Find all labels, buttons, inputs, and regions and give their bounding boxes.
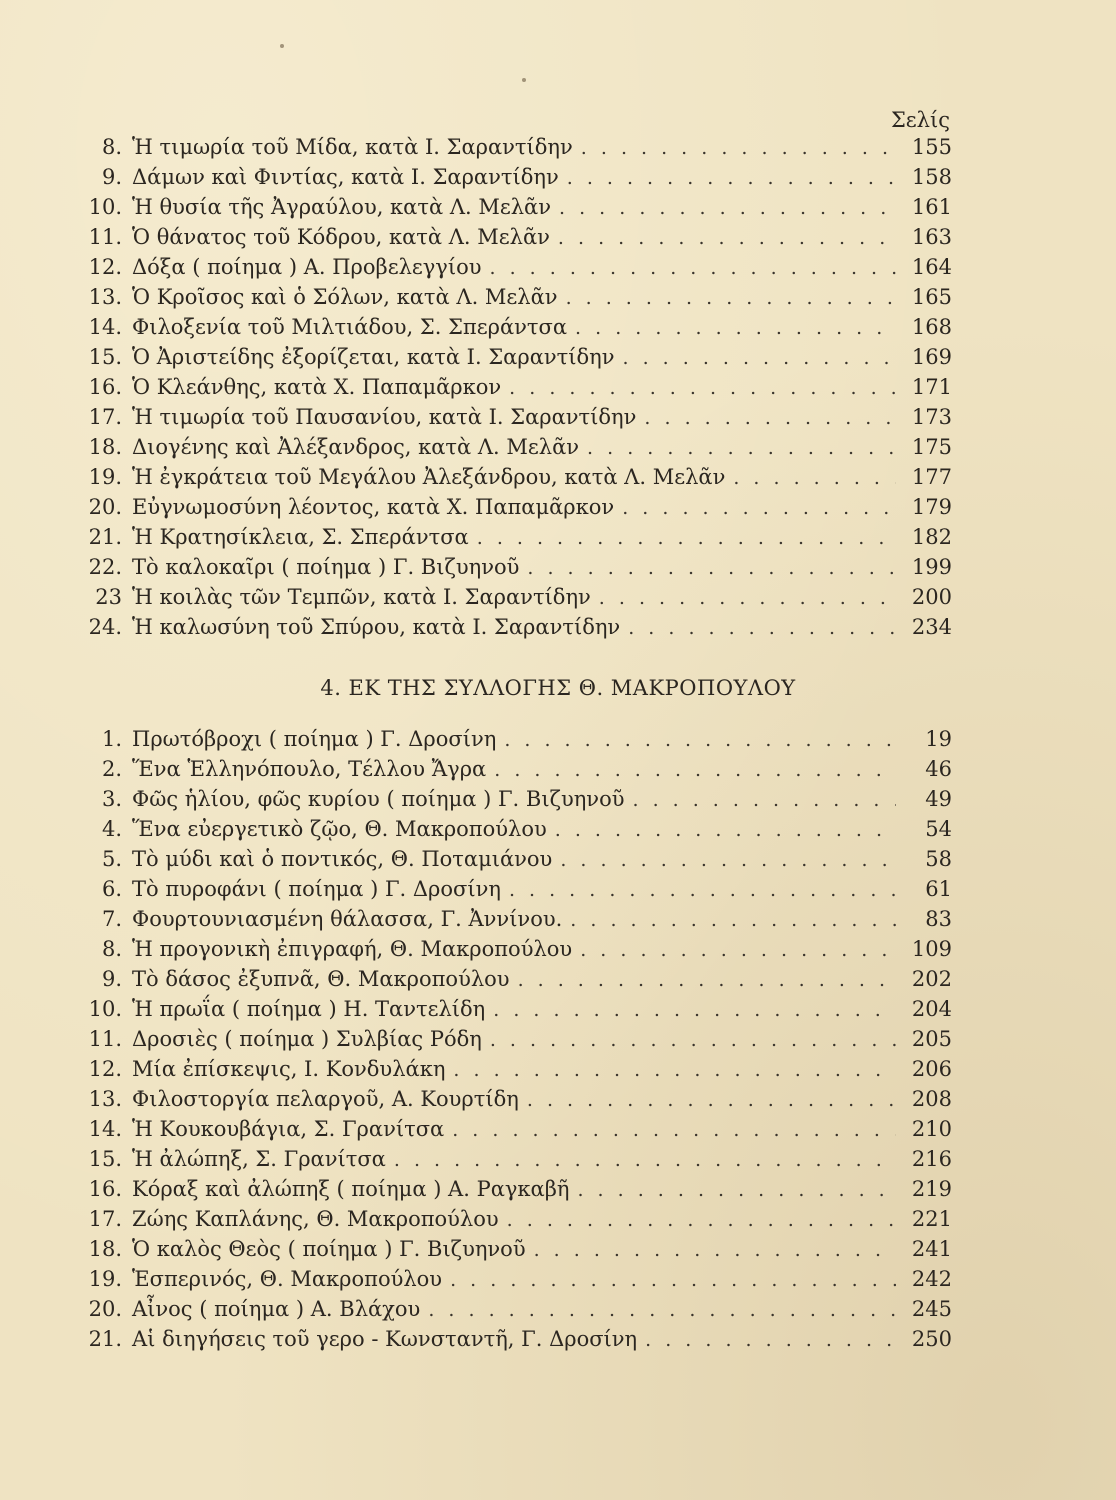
entry-page-number: 205 [911, 1027, 952, 1051]
toc-entry [72, 1114, 952, 1144]
entry-page-number: 208 [911, 1087, 952, 1111]
entry-number: 12. [88, 1057, 122, 1081]
dot-leader [580, 935, 896, 965]
entry-page-number: 173 [911, 405, 952, 429]
dot-leader [733, 463, 896, 493]
dot-leader [623, 343, 897, 373]
entry-title: Ὁ Κλεάνθης, κατὰ Χ. Παπαμᾶρκον [132, 375, 502, 399]
toc-list-1 [72, 132, 952, 642]
toc-entry [72, 192, 952, 222]
entry-page-number: 169 [911, 345, 952, 369]
dot-leader [493, 995, 896, 1025]
section-heading: 4. ΕΚ ΤΗΣ ΣΥΛΛΟΓΗΣ Θ. ΜΑΚΡΟΠΟΥΛΟΥ [320, 676, 796, 700]
entry-number: 4. [101, 817, 122, 841]
entry-number: 17. [88, 1207, 122, 1231]
dot-leader [558, 223, 896, 253]
entry-title: Ὁ καλὸς Θεὸς ( ποίημα ) Γ. Βιζυηνοῦ [132, 1237, 526, 1261]
dot-leader [534, 1235, 896, 1265]
entry-number: 14. [88, 315, 122, 339]
entry-page-number: 168 [911, 315, 952, 339]
dot-leader [490, 253, 896, 283]
entry-number: 22. [88, 555, 122, 579]
entry-page-number: 61 [925, 877, 952, 901]
entry-number: 13. [88, 1087, 122, 1111]
dot-leader [645, 1325, 896, 1355]
entry-title: Ἡ πρωΐα ( ποίημα ) Η. Ταντελίδη [132, 997, 486, 1021]
entry-title: Ἡ τιμωρία τοῦ Μίδα, κατὰ Ι. Σαραντίδην [132, 135, 573, 159]
entry-page-number: 19 [925, 727, 952, 751]
toc-entry [72, 964, 952, 994]
entry-number: 20. [88, 495, 122, 519]
toc-entry [72, 1264, 952, 1294]
entry-title: Ἡ τιμωρία τοῦ Παυσανίου, κατὰ Ι. Σαραντίδην [132, 405, 637, 429]
entry-number: 11. [88, 1027, 122, 1051]
toc-list-2 [72, 724, 952, 1354]
toc-entry [72, 1024, 952, 1054]
dot-leader [575, 313, 896, 343]
entry-number: 8. [101, 937, 122, 961]
toc-entry [72, 402, 952, 432]
dot-leader [628, 613, 896, 643]
entry-number: 5. [101, 847, 122, 871]
toc-entry [72, 282, 952, 312]
dot-leader [527, 1085, 896, 1115]
dot-leader [559, 193, 896, 223]
entry-page-number: 155 [911, 135, 952, 159]
toc-entry [72, 1084, 952, 1114]
entry-number: 20. [88, 1297, 122, 1321]
toc-entry [72, 1324, 952, 1354]
entry-title: Ὁ Κροῖσος καὶ ὁ Σόλων, κατὰ Λ. Μελᾶν [132, 285, 558, 309]
dot-leader [450, 1265, 896, 1295]
entry-number: 24. [88, 615, 122, 639]
entry-title: Κόραξ καὶ ἀλώπηξ ( ποίημα ) Α. Ραγκαβῆ [132, 1177, 570, 1201]
toc-entry [72, 252, 952, 282]
entry-title: Πρωτόβροχι ( ποίημα ) Γ. Δροσίνη [132, 727, 497, 751]
entry-page-number: 46 [925, 757, 952, 781]
entry-page-number: 158 [911, 165, 952, 189]
entry-page-number: 210 [911, 1117, 952, 1141]
entry-number: 15. [88, 345, 122, 369]
entry-page-number: 202 [911, 967, 952, 991]
entry-title: Εὐγνωμοσύνη λέοντος, κατὰ Χ. Παπαμᾶρκον [132, 495, 615, 519]
entry-number: 1. [101, 727, 122, 751]
entry-title: Ἡ κοιλὰς τῶν Τεμπῶν, κατὰ Ι. Σαραντίδην [132, 585, 591, 609]
entry-number: 2. [101, 757, 122, 781]
entry-page-number: 241 [911, 1237, 952, 1261]
entry-title: Δροσιὲς ( ποίημα ) Συλβίας Ρόδη [132, 1027, 482, 1051]
entry-title: Φιλοστοργία πελαργοῦ, Α. Κουρτίδη [132, 1087, 519, 1111]
entry-number: 12. [88, 255, 122, 279]
dot-leader [452, 1115, 896, 1145]
entry-title: Φιλοξενία τοῦ Μιλτιάδου, Σ. Σπεράντσα [132, 315, 568, 339]
entry-number: 9. [101, 967, 122, 991]
toc-entry [72, 994, 952, 1024]
entry-page-number: 216 [911, 1147, 952, 1171]
entry-number: 9. [101, 165, 122, 189]
entry-title: Ὁ Ἀριστείδης ἐξορίζεται, κατὰ Ι. Σαραντίδην [132, 345, 615, 369]
entry-title: Αἶνος ( ποίημα ) Α. Βλάχου [132, 1297, 421, 1321]
entry-number: 21. [88, 525, 122, 549]
entry-title: Ἕνα Ἑλληνόπουλο, Τέλλου Ἄγρα [132, 757, 487, 781]
dot-leader [453, 1055, 896, 1085]
page-column-label: Σελίς [890, 108, 950, 132]
toc-entry [72, 754, 952, 784]
toc-entry [72, 724, 952, 754]
entry-number: 10. [88, 997, 122, 1021]
dot-leader [577, 1175, 896, 1205]
entry-page-number: 171 [911, 375, 952, 399]
toc-entry [72, 1054, 952, 1084]
entry-number: 3. [101, 787, 122, 811]
dot-leader [566, 283, 896, 313]
entry-number: 17. [88, 405, 122, 429]
entry-title: Ὁ θάνατος τοῦ Κόδρου, κατὰ Λ. Μελᾶν [132, 225, 550, 249]
toc-entry [72, 814, 952, 844]
entry-title: Τὸ δάσος ἐξυπνᾶ, Θ. Μακροπούλου [132, 967, 510, 991]
entry-number: 8. [101, 135, 122, 159]
entry-title: Ἕνα εὐεργετικὸ ζῷο, Θ. Μακροπούλου [132, 817, 547, 841]
entry-page-number: 54 [925, 817, 952, 841]
entry-page-number: 204 [911, 997, 952, 1021]
toc-entry [72, 312, 952, 342]
dot-leader [518, 965, 896, 995]
entry-page-number: 199 [911, 555, 952, 579]
entry-page-number: 221 [911, 1207, 952, 1231]
entry-title: Αἱ διηγήσεις τοῦ γερο - Κωνσταντῆ, Γ. Δροσίνη [132, 1327, 638, 1351]
dot-leader [527, 553, 896, 583]
entry-page-number: 200 [911, 585, 952, 609]
toc-entry [72, 432, 952, 462]
dot-leader [509, 373, 896, 403]
entry-title: Ἡ προγονικὴ ἐπιγραφή, Θ. Μακροπούλου [132, 937, 573, 961]
entry-page-number: 250 [911, 1327, 952, 1351]
toc-entry [72, 492, 952, 522]
entry-title: Ἡ ἐγκράτεια τοῦ Μεγάλου Ἀλεξάνδρου, κατὰ Λ. Μελᾶν [132, 465, 726, 489]
dot-leader [477, 523, 896, 553]
toc-entry [72, 582, 952, 612]
entry-number: 18. [88, 1237, 122, 1261]
entry-title: Μία ἐπίσκεψις, Ι. Κονδυλάκη [132, 1057, 446, 1081]
toc-entry [72, 1294, 952, 1324]
entry-number: 16. [88, 1177, 122, 1201]
toc-entry [72, 162, 952, 192]
dot-leader [490, 1025, 896, 1055]
entry-title: Ἡ καλωσύνη τοῦ Σπύρου, κατὰ Ι. Σαραντίδην [132, 615, 621, 639]
entry-title: Τὸ πυροφάνι ( ποίημα ) Γ. Δροσίνη [132, 877, 501, 901]
entry-title: Δάμων καὶ Φιντίας, κατὰ Ι. Σαραντίδην [132, 165, 559, 189]
entry-title: Ἡ Κρατησίκλεια, Σ. Σπεράντσα [132, 525, 469, 549]
entry-number: 13. [88, 285, 122, 309]
toc-entry [72, 1144, 952, 1174]
paper-speck [280, 44, 284, 48]
entry-title: Ἡ Κουκουβάγια, Σ. Γρανίτσα [132, 1117, 445, 1141]
entry-title: Ἡ θυσία τῆς Ἀγραύλου, κατὰ Λ. Μελᾶν [132, 195, 551, 219]
entry-title: Φῶς ἡλίου, φῶς κυρίου ( ποίημα ) Γ. Βιζυηνοῦ [132, 787, 625, 811]
toc-entry [72, 612, 952, 642]
dot-leader [560, 845, 896, 875]
entry-page-number: 83 [925, 907, 952, 931]
entry-page-number: 165 [911, 285, 952, 309]
toc-entry [72, 462, 952, 492]
entry-page-number: 163 [911, 225, 952, 249]
toc-entry [72, 342, 952, 372]
dot-leader [599, 583, 896, 613]
entry-page-number: 179 [911, 495, 952, 519]
entry-page-number: 58 [925, 847, 952, 871]
entry-number: 15. [88, 1147, 122, 1171]
dot-leader [504, 725, 896, 755]
entry-number: 7. [101, 907, 122, 931]
entry-page-number: 164 [911, 255, 952, 279]
toc-entry [72, 844, 952, 874]
entry-page-number: 177 [911, 465, 952, 489]
entry-title: Ἡ ἀλώπηξ, Σ. Γρανίτσα [132, 1147, 386, 1171]
dot-leader [587, 433, 896, 463]
entry-number: 11. [88, 225, 122, 249]
toc-entry [72, 552, 952, 582]
toc-entry [72, 1204, 952, 1234]
entry-page-number: 219 [911, 1177, 952, 1201]
dot-leader [394, 1145, 896, 1175]
dot-leader [644, 403, 896, 433]
entry-number: 21. [88, 1327, 122, 1351]
entry-page-number: 245 [911, 1297, 952, 1321]
entry-page-number: 242 [911, 1267, 952, 1291]
toc-entry [72, 372, 952, 402]
entry-number: 14. [88, 1117, 122, 1141]
entry-title: Φουρτουνιασμένη θάλασσα, Γ. Ἀννίνου. [132, 907, 563, 931]
toc-entry [72, 132, 952, 162]
entry-page-number: 161 [911, 195, 952, 219]
paper-speck [522, 78, 526, 82]
entry-page-number: 206 [911, 1057, 952, 1081]
entry-number: 18. [88, 435, 122, 459]
entry-title: Διογένης καὶ Ἀλέξανδρος, κατὰ Λ. Μελᾶν [132, 435, 580, 459]
dot-leader [570, 905, 896, 935]
entry-number: 19. [88, 465, 122, 489]
entry-page-number: 175 [911, 435, 952, 459]
dot-leader [567, 163, 896, 193]
entry-number: 10. [88, 195, 122, 219]
entry-title: Τὸ μύδι καὶ ὁ ποντικός, Θ. Ποταμιάνου [132, 847, 553, 871]
dot-leader [494, 755, 896, 785]
toc-entry [72, 522, 952, 552]
dot-leader [622, 493, 896, 523]
entry-number: 23 [95, 585, 122, 609]
toc-entry [72, 222, 952, 252]
entry-page-number: 182 [911, 525, 952, 549]
toc-entry [72, 784, 952, 814]
entry-page-number: 109 [911, 937, 952, 961]
dot-leader [632, 785, 896, 815]
entry-title: Τὸ καλοκαῖρι ( ποίημα ) Γ. Βιζυηνοῦ [132, 555, 520, 579]
entry-number: 16. [88, 375, 122, 399]
entry-title: Ἑσπερινός, Θ. Μακροπούλου [132, 1267, 443, 1291]
dot-leader [509, 875, 896, 905]
toc-entry [72, 904, 952, 934]
dot-leader [581, 133, 896, 163]
entry-page-number: 49 [925, 787, 952, 811]
entry-number: 6. [101, 877, 122, 901]
toc-entry [72, 1174, 952, 1204]
entry-title: Ζώης Καπλάνης, Θ. Μακροπούλου [132, 1207, 499, 1231]
toc-entry [72, 934, 952, 964]
entry-title: Δόξα ( ποίημα ) Α. Προβελεγγίου [132, 255, 482, 279]
entry-page-number: 234 [911, 615, 952, 639]
dot-leader [507, 1205, 896, 1235]
toc-entry [72, 874, 952, 904]
dot-leader [428, 1295, 896, 1325]
dot-leader [555, 815, 896, 845]
entry-number: 19. [88, 1267, 122, 1291]
toc-entry [72, 1234, 952, 1264]
